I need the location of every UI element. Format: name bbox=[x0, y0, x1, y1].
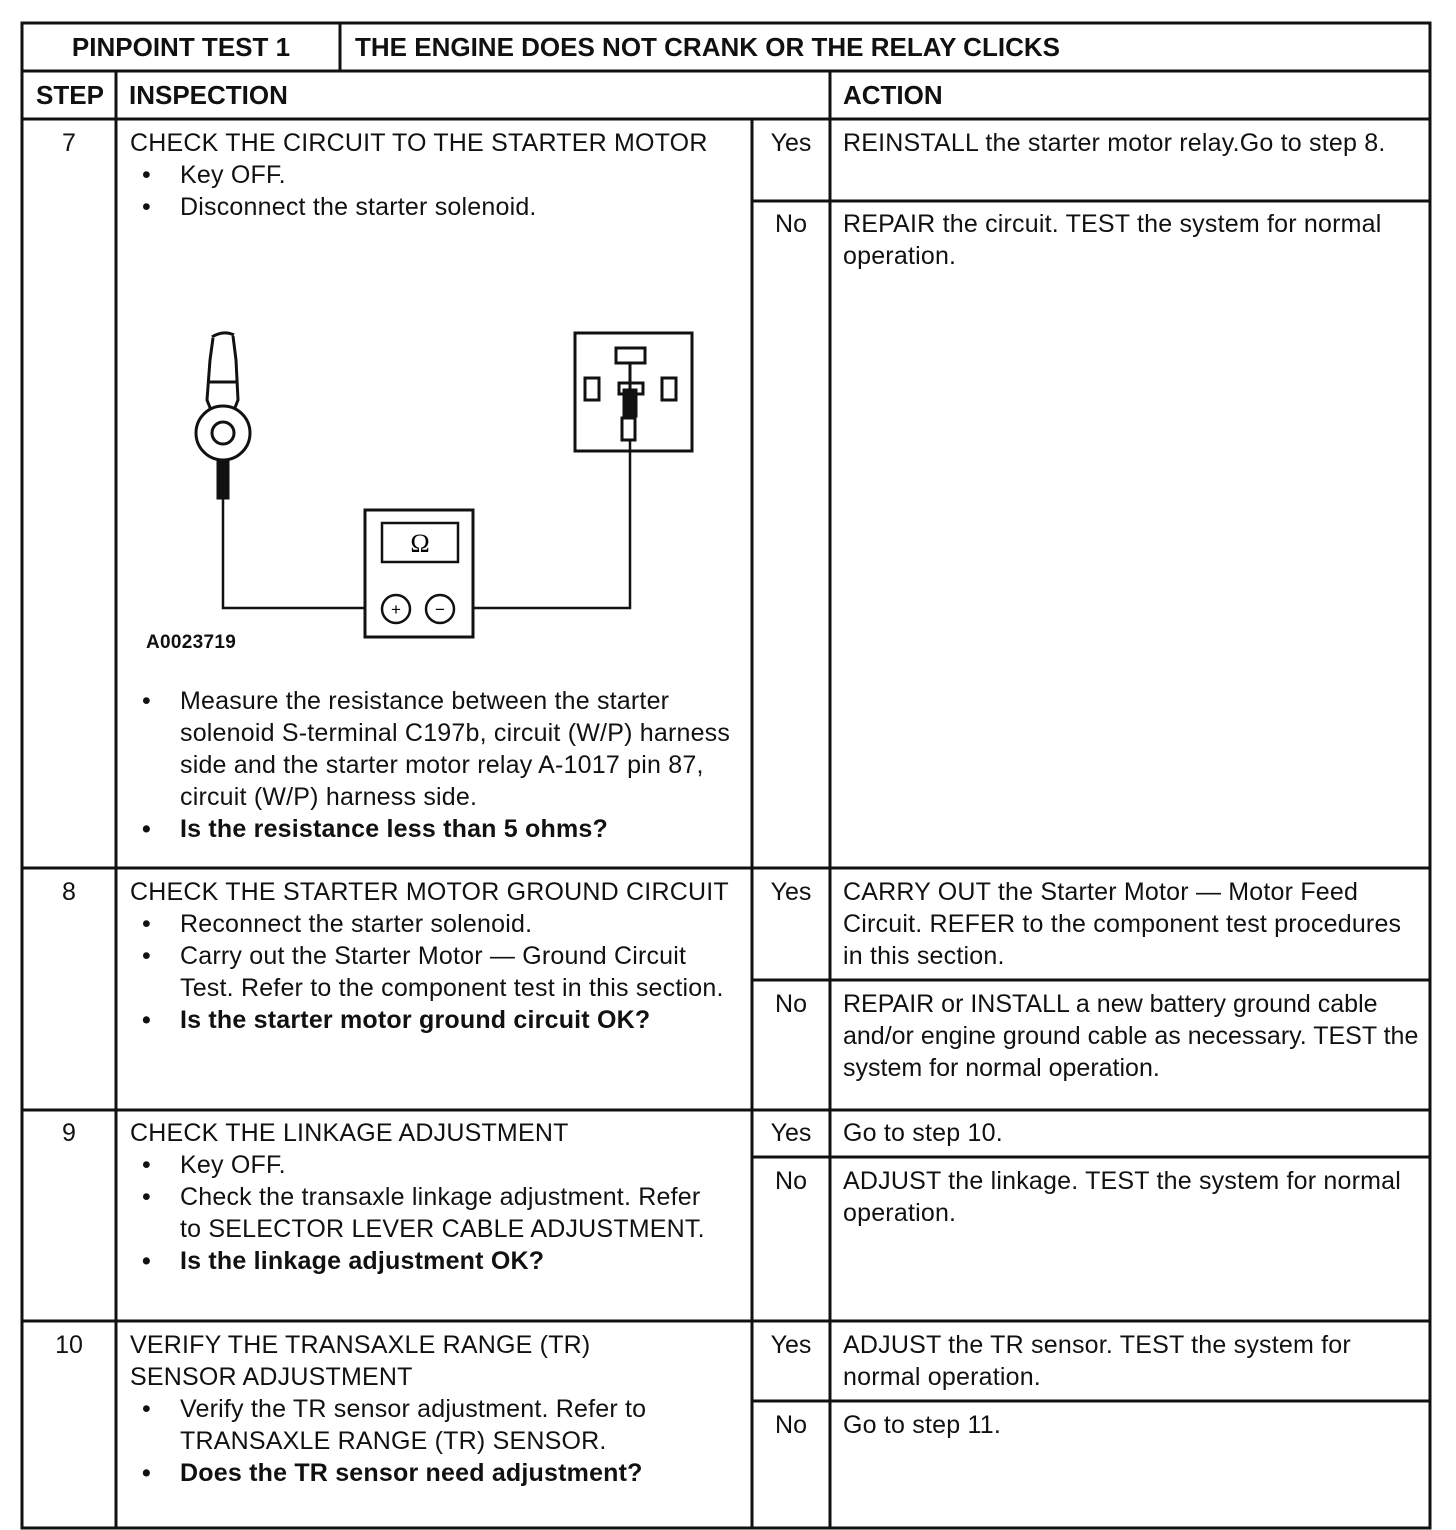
test-id: PINPOINT TEST 1 bbox=[71, 32, 291, 62]
step-number: 7 bbox=[62, 129, 76, 157]
no-label: No bbox=[775, 990, 807, 1018]
yes-label: Yes bbox=[770, 878, 812, 906]
step-question: • Is the linkage adjustment OK? bbox=[130, 1245, 710, 1277]
step-question: • Is the starter motor ground circuit OK? bbox=[130, 1004, 738, 1036]
step-inspection-continued bbox=[130, 685, 735, 845]
yes-label: Yes bbox=[770, 1331, 812, 1359]
figure-label: A0023719 bbox=[146, 632, 237, 653]
bullet-item: • Key OFF. bbox=[130, 159, 730, 191]
yes-action: ADJUST the TR sensor. TEST the system for normal operation. bbox=[843, 1331, 1351, 1391]
starter-solenoid-connector-illustration bbox=[196, 333, 250, 498]
bullet-item: • Measure the resistance between the starter solenoid S-terminal C197b, circuit (W/P) harness side and the starter motor relay A-1017 pin 87, circuit (W/P) harness side. bbox=[130, 685, 735, 813]
no-action: Go to step 11. bbox=[843, 1411, 1001, 1439]
step-number: 9 bbox=[62, 1119, 76, 1147]
test-title: THE ENGINE DOES NOT CRANK OR THE RELAY CLICKS bbox=[355, 32, 1060, 62]
resistance-test-figure bbox=[120, 330, 750, 670]
bullet-item: • Reconnect the starter solenoid. bbox=[130, 908, 738, 940]
column-header-inspection: INSPECTION bbox=[129, 80, 288, 110]
no-label: No bbox=[775, 210, 807, 238]
step-number: 10 bbox=[55, 1331, 83, 1359]
column-header-action: ACTION bbox=[843, 80, 943, 110]
yes-action: Go to step 10. bbox=[843, 1119, 1003, 1147]
plus-terminal: + bbox=[391, 600, 401, 619]
step-number: 8 bbox=[62, 878, 76, 906]
yes-label: Yes bbox=[770, 1119, 812, 1147]
no-action: REPAIR the circuit. TEST the system for normal operation. bbox=[843, 210, 1382, 270]
minus-terminal: − bbox=[435, 600, 445, 619]
bullet-item: • Check the transaxle linkage adjustment. Refer to SELECTOR LEVER CABLE ADJUSTMENT. bbox=[130, 1181, 710, 1245]
bullet-item: • Key OFF. bbox=[130, 1149, 710, 1181]
no-label: No bbox=[775, 1411, 807, 1439]
step-question: • Is the resistance less than 5 ohms? bbox=[130, 813, 735, 845]
starter-relay-connector-illustration bbox=[575, 333, 692, 451]
step-inspection bbox=[130, 127, 730, 223]
step-title: CHECK THE CIRCUIT TO THE STARTER MOTOR bbox=[130, 129, 708, 157]
column-header-step: STEP bbox=[36, 80, 104, 110]
step-inspection bbox=[130, 1329, 730, 1489]
bullet-item: • Disconnect the starter solenoid. bbox=[130, 191, 730, 223]
step-question: • Does the TR sensor need adjustment? bbox=[130, 1457, 730, 1489]
yes-label: Yes bbox=[770, 129, 812, 157]
ohm-symbol: Ω bbox=[410, 529, 430, 558]
bullet-item: • Verify the TR sensor adjustment. Refer to TRANSAXLE RANGE (TR) SENSOR. bbox=[130, 1393, 730, 1457]
no-action: REPAIR or INSTALL a new battery ground cable and/or engine ground cable as necessary. TEST the system for normal operation. bbox=[843, 990, 1419, 1082]
step-title: CHECK THE LINKAGE ADJUSTMENT bbox=[130, 1119, 569, 1147]
step-title: VERIFY THE TRANSAXLE RANGE (TR) SENSOR ADJUSTMENT bbox=[130, 1331, 591, 1391]
step-inspection bbox=[130, 1117, 710, 1277]
ohmmeter-illustration bbox=[365, 510, 473, 637]
yes-action: REINSTALL the starter motor relay.Go to step 8. bbox=[843, 129, 1386, 157]
step-title: CHECK THE STARTER MOTOR GROUND CIRCUIT bbox=[130, 878, 729, 906]
yes-action: CARRY OUT the Starter Motor — Motor Feed Circuit. REFER to the component test procedures in this section. bbox=[843, 878, 1402, 970]
no-label: No bbox=[775, 1167, 807, 1195]
no-action: ADJUST the linkage. TEST the system for normal operation. bbox=[843, 1167, 1402, 1227]
bullet-item: • Carry out the Starter Motor — Ground Circuit Test. Refer to the component test in this section. bbox=[130, 940, 738, 1004]
step-inspection bbox=[130, 876, 738, 1036]
